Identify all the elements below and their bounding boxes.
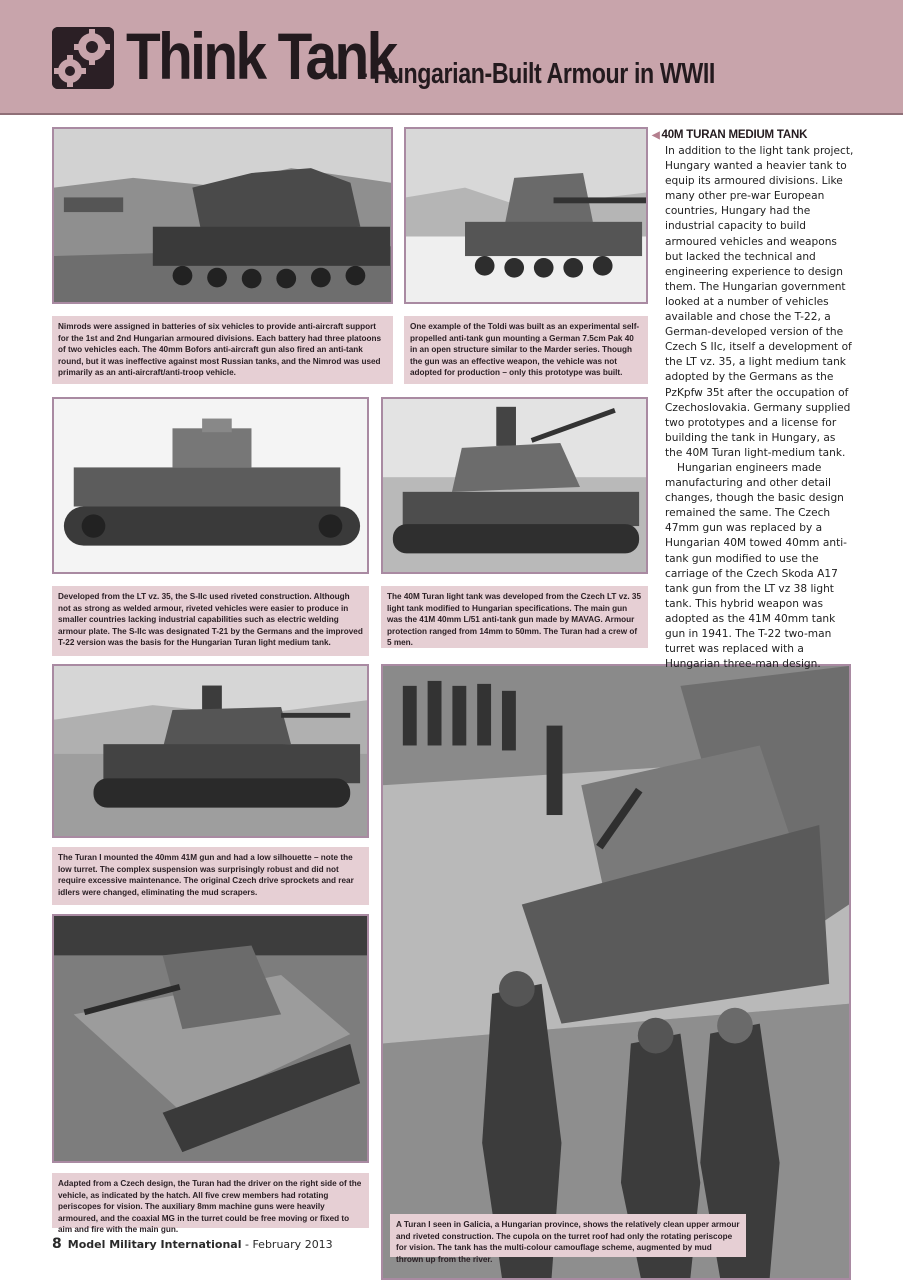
page-footer <box>52 1236 333 1252</box>
photo-turan-galicia <box>381 664 851 1280</box>
page-header <box>0 0 903 115</box>
photo-turan-top <box>52 914 369 1163</box>
photo-caption: Adapted from a Czech design, the Turan had the driver on the right side of the vehicle, as indicated by the hatch. All five crew members had rotating periscopes for vision. The auxiliary 8mm machine guns were heavily armoured, and the coaxial MG in the turret could be free moving or fixed to aim and fire with the main gun. <box>52 1173 369 1228</box>
article-paragraph: Hungarian engineers made manufacturing and other detail changes, though the basic design remained the same. The Czech 47mm gun was replaced by a Hungarian 40M towed 40mm anti-tank gun modified to use the carriage of the Czech Skoda A17 tank gun from the LT vz 38 light tank. This hybrid weapon was adopted as the 41M 40mm tank gun in 1941. The T-22 two-man turret was replaced with a Hungarian three-man design. <box>665 461 847 671</box>
triangle-left-icon: ◀ <box>652 130 660 141</box>
article-body <box>665 144 854 672</box>
photo-caption: The Turan I mounted the 40mm 41M gun and had a low silhouette – note the low turret. The complex suspension was surprisingly robust and did not require excessive maintenance. The original Czech drive sprockets and rear idlers were changed, eliminating the mud scrapers. <box>52 847 369 905</box>
photo-caption: The 40M Turan light tank was developed from the Czech LT vz. 35 light tank modified to Hungarian specifications. The main gun was the 41M 40mm L/51 anti-tank gun made by MAVAG. Armour protection ranged from 14mm to 50mm. The Turan had a crew of 5 men. <box>381 586 648 648</box>
photo-toldi-sp <box>404 127 648 304</box>
page-subtitle: - Hungarian-Built Armour in WWII <box>360 58 715 90</box>
photo-nimrod <box>52 127 393 304</box>
issue-date: - February 2013 <box>244 1238 333 1251</box>
article-paragraph: In addition to the light tank project, Hungary wanted a heavier tank to equip its armoured divisions. Like many other pre-war European countries, Hungary had the industrial capacity to build armoured vehicles and weapons but lacked the technical and engineering experience to design them. The Hungarian government looked at a number of vehicles available and chose the T-22, a German-developed version of the Czech S IIc, itself a development of the LT vz. 35, a light medium tank adopted by the Germans as the PzKpfw 35t after the occupation of Czechoslovakia. Germany supplied two prototypes and a license for building the tank in Hungary, as the 40M Turan light-medium tank. <box>665 145 854 459</box>
photo-turan-i-side <box>52 664 369 838</box>
article-heading: 40M TURAN MEDIUM TANK <box>661 129 808 141</box>
article <box>652 128 854 672</box>
photo-caption: Nimrods were assigned in batteries of six vehicles to provide anti-aircraft support for the 1st and 2nd Hungarian armoured divisions. Each battery had three platoons of two vehicles each. The 40mm Bofors anti-aircraft gun also fired an anti-tank round, but it was ineffective against most Russian tanks, and the Nimrod was used primarily as an anti-aircraft/anti-troop vehicle. <box>52 316 393 384</box>
photo-caption: A Turan I seen in Galicia, a Hungarian province, shows the relatively clean upper armour and riveted construction. The cupola on the turret roof had only the rotating periscope for vision. The tank has the multi-colour camouflage scheme, augmented by mud thrown up from the river. <box>390 1214 746 1257</box>
photo-caption: One example of the Toldi was built as an experimental self-propelled anti-tank gun mounting a German 7.5cm Pak 40 in an open structure similar to the Marder series. Though the gun was an effective weapon, the vehicle was not adopted for production – only this prototype was built. <box>404 316 648 384</box>
page-number: 8 <box>52 1236 62 1252</box>
photo-s-iic <box>52 397 369 574</box>
page-title: Think Tank <box>126 19 396 93</box>
magazine-name: Model Military International <box>67 1238 242 1251</box>
photo-caption: Developed from the LT vz. 35, the S-IIc used riveted construction. Although not as strong as welded armour, riveted vehicles were easier to produce in smaller countries lacking industrial capabilities such as electric welding armour plate. The S-IIc was designated T-21 by the Germans and the improved T-22 version was the basis for the Hungarian Turan light medium tank. <box>52 586 369 656</box>
photo-40m-turan <box>381 397 648 574</box>
gears-icon <box>52 27 114 89</box>
